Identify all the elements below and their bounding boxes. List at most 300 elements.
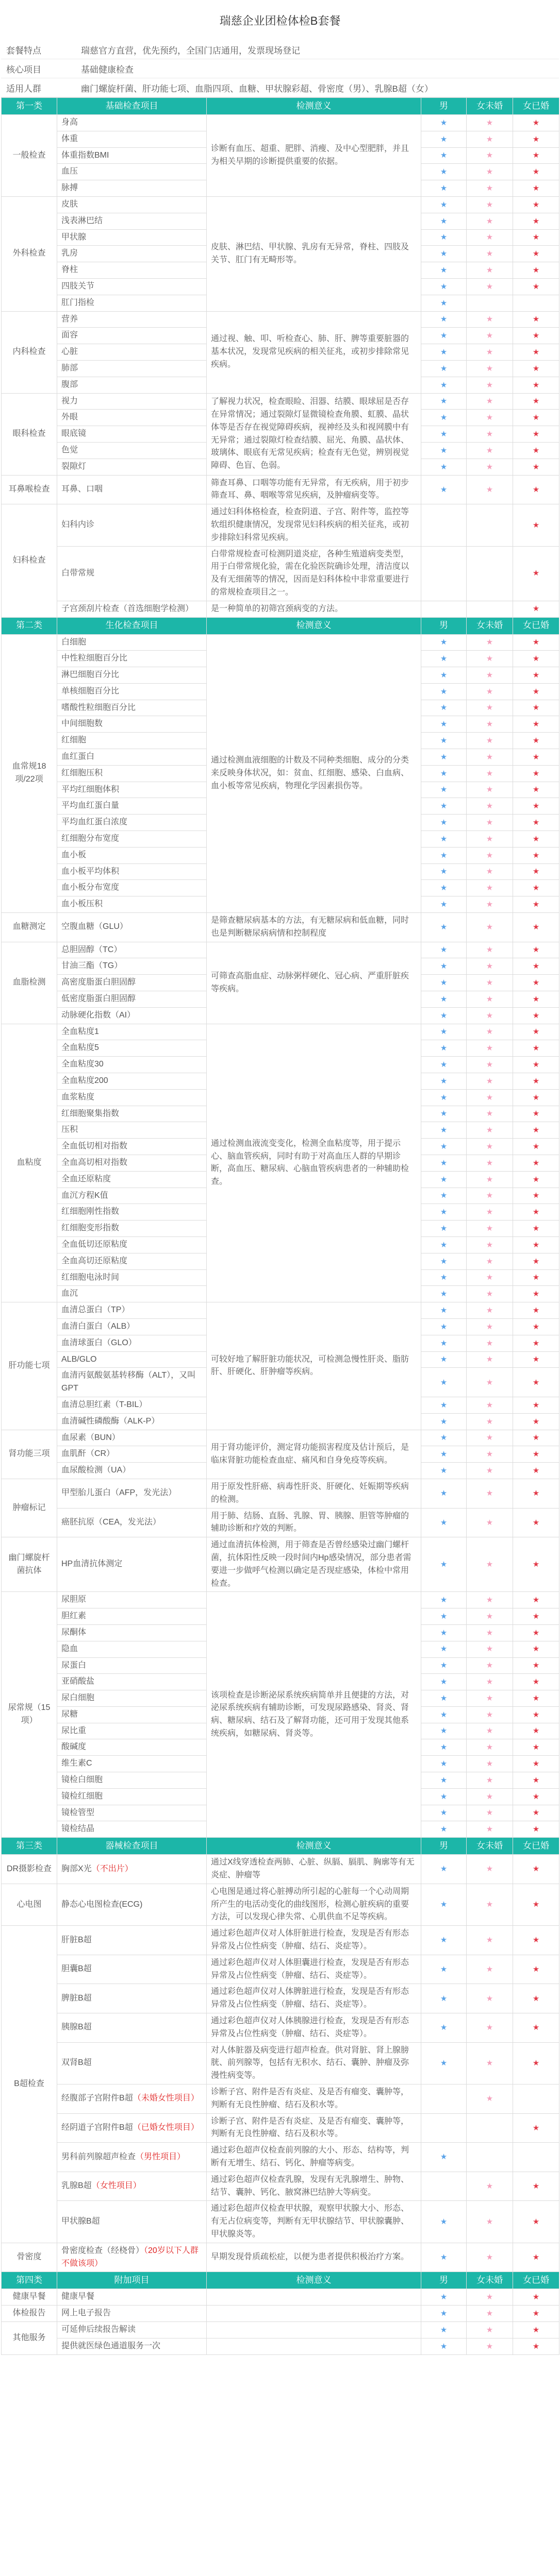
item-name-text: 血尿素（BUN） [61, 1433, 120, 1442]
female-unmarried-star: ★ [486, 216, 493, 226]
male-star-cell [421, 1236, 467, 1253]
male-star-cell [421, 733, 467, 749]
item-name [57, 733, 207, 749]
female-unmarried-star: ★ [486, 1142, 493, 1151]
female-married-star-cell [513, 2042, 559, 2084]
female-unmarried-star-cell [467, 1723, 513, 1739]
item-name-text: 全血还原粘度 [61, 1174, 111, 1183]
male-star-cell [421, 147, 467, 164]
section-header [2, 1838, 559, 1855]
female-unmarried-star: ★ [486, 1450, 493, 1459]
item-name [57, 975, 207, 991]
male-star-cell [421, 1537, 467, 1592]
female-unmarried-star-cell [467, 1984, 513, 2013]
female-married-star: ★ [532, 802, 540, 811]
female-married-star-cell [513, 1089, 559, 1106]
item-name [57, 1788, 207, 1805]
female-married-star-cell [513, 1592, 559, 1608]
table-row [2, 1984, 559, 2013]
female-married-star-cell [513, 798, 559, 815]
female-married-star-cell [513, 1537, 559, 1592]
male-star: ★ [440, 1109, 448, 1118]
item-name [57, 229, 207, 246]
item-name [57, 1674, 207, 1690]
item-name-text: 外眼 [61, 413, 78, 422]
category-cell: 妇科检查 [2, 504, 57, 617]
female-unmarried-star-cell [467, 991, 513, 1008]
category-cell: 其他服务 [2, 2321, 57, 2354]
female-unmarried-star-cell [467, 1073, 513, 1090]
item-name-text: 全血高切还原粘度 [61, 1256, 128, 1265]
item-note: （不出片） [91, 1864, 133, 1873]
male-star: ★ [440, 1560, 448, 1569]
male-star: ★ [440, 200, 448, 209]
female-unmarried-star: ★ [486, 1158, 493, 1167]
female-unmarried-star-cell [467, 147, 513, 164]
male-star: ★ [440, 1076, 448, 1086]
female-unmarried-star: ★ [486, 265, 493, 275]
male-star-cell [421, 1155, 467, 1172]
item-name-text: 全血高切相对指数 [61, 1158, 128, 1167]
item-name-text: 镜检红细胞 [61, 1791, 103, 1801]
female-unmarried-star: ★ [486, 2023, 493, 2032]
meaning-cell: 是筛查糖尿病基本的方法，有无糖尿病和低血糖，同时也是判断糖尿病病情和控制程度 [207, 913, 421, 942]
female-married-star-cell [513, 295, 559, 311]
male-star-cell [421, 1318, 467, 1335]
female-unmarried-star-cell [467, 896, 513, 913]
female-unmarried-star: ★ [486, 1994, 493, 2003]
female-married-star: ★ [532, 1433, 540, 1443]
item-name-text: 甲状腺 [61, 232, 87, 242]
female-unmarried-star-cell [467, 196, 513, 213]
female-married-star-cell [513, 749, 559, 766]
female-married-star-cell [513, 847, 559, 863]
item-name-text: 尿比重 [61, 1726, 87, 1735]
female-unmarried-star: ★ [486, 1378, 493, 1387]
category-cell: 肝功能七项 [2, 1302, 57, 1430]
table-row [2, 1430, 559, 1446]
female-unmarried-star-cell [467, 2243, 513, 2272]
male-star: ★ [440, 994, 448, 1004]
female-unmarried-star: ★ [486, 331, 493, 341]
female-married-star-cell [513, 1984, 559, 2013]
female-married-star-cell [513, 504, 559, 546]
meaning-cell: 通过彩色超声仪对人体胆囊进行检查，发现是否有形态异常及占位性病变（肿瘤、结石、炎症等）。 [207, 1955, 421, 1984]
male-star-cell [421, 975, 467, 991]
female-unmarried-star: ★ [486, 638, 493, 647]
category-cell: DR摄影检查 [2, 1855, 57, 1884]
female-married-star: ★ [532, 1865, 540, 1874]
female-unmarried-star: ★ [486, 1290, 493, 1299]
item-name-text: 乳房 [61, 249, 78, 258]
female-married-star: ★ [532, 1093, 540, 1102]
item-name [57, 1446, 207, 1463]
male-star: ★ [440, 1433, 448, 1443]
male-star-cell [421, 991, 467, 1008]
male-star: ★ [440, 1400, 448, 1410]
meaning-cell: 皮肤、淋巴结、甲状腺、乳房有无异常，脊柱、四肢及关节、肛门有无畸形等。 [207, 196, 421, 311]
female-married-star: ★ [532, 654, 540, 664]
male-star-cell [421, 2013, 467, 2043]
table-row [2, 1926, 559, 1955]
item-name [57, 1413, 207, 1430]
item-name [57, 1397, 207, 1413]
item-name [57, 700, 207, 716]
female-unmarried-star-cell [467, 442, 513, 459]
item-name-text: 低密度脂蛋白胆固醇 [61, 994, 136, 1004]
female-unmarried-star: ★ [486, 1044, 493, 1053]
female-unmarried-star-cell [467, 683, 513, 700]
item-name-text: 血红蛋白 [61, 752, 95, 761]
header-female-married: 女已婚 [513, 98, 559, 115]
meaning-cell: 诊断子宫、附件是否有炎症、及是否有瘤变、囊肿等，判断有无良性肿瘤、结石及积水等。 [207, 2084, 421, 2114]
female-married-star-cell [513, 782, 559, 798]
item-name-text: 高密度脂蛋白胆固醇 [61, 978, 136, 987]
male-star: ★ [440, 978, 448, 987]
item-name [57, 131, 207, 147]
male-star: ★ [440, 1306, 448, 1315]
male-star-cell [421, 504, 467, 546]
item-name-text: 中间细胞数 [61, 719, 103, 728]
item-name [57, 863, 207, 880]
female-married-star: ★ [532, 331, 540, 341]
female-unmarried-star: ★ [486, 1710, 493, 1719]
female-married-star: ★ [532, 462, 540, 471]
item-name-text: 尿糖 [61, 1709, 78, 1719]
male-star: ★ [440, 134, 448, 144]
table-row [2, 196, 559, 213]
female-married-star-cell [513, 1302, 559, 1319]
meaning-cell: 通过彩色超声仪对人体肝脏进行检查，发现是否有形态异常及占位性病变（肿瘤、结石、炎症等）。 [207, 1926, 421, 1955]
female-unmarried-star-cell [467, 213, 513, 229]
item-name-text: 脾脏B超 [61, 1993, 92, 2003]
category-cell: 血脂检测 [2, 942, 57, 1024]
item-name [57, 1335, 207, 1351]
female-unmarried-star-cell [467, 1335, 513, 1351]
female-married-star: ★ [532, 1645, 540, 1654]
meaning-cell: 用于肺、结肠、直肠、乳腺、胃、胰腺、胆管等肿瘤的辅助诊断和疗效的判断。 [207, 1508, 421, 1537]
female-married-star: ★ [532, 1936, 540, 1945]
female-married-star-cell [513, 442, 559, 459]
male-star-cell [421, 311, 467, 328]
item-name [57, 1657, 207, 1674]
female-married-star-cell [513, 1007, 559, 1024]
female-unmarried-star: ★ [486, 2217, 493, 2226]
female-married-star-cell [513, 1706, 559, 1723]
female-married-star: ★ [532, 1808, 540, 1818]
male-star-cell [421, 196, 467, 213]
item-name [57, 459, 207, 475]
female-unmarried-star: ★ [486, 485, 493, 494]
item-name-text: 白带常规 [61, 568, 95, 578]
item-prefix: 经腹部 [61, 2094, 87, 2103]
item-name-text: 体重 [61, 134, 78, 143]
item-name-text: 可延伸后续报告解读 [61, 2325, 136, 2334]
item-name-text: 尿白细胞 [61, 1693, 95, 1703]
female-unmarried-star-cell [467, 1139, 513, 1155]
item-note: （20岁以下人群不做该项） [61, 2246, 199, 2268]
female-unmarried-star-cell [467, 1089, 513, 1106]
item-name-text: 癌胚抗原（CEA，发光法） [61, 1517, 161, 1527]
header-meaning: 检测意义 [207, 2272, 421, 2289]
male-star: ★ [440, 670, 448, 680]
male-star: ★ [440, 1142, 448, 1151]
female-married-star: ★ [532, 1596, 540, 1605]
table-row [2, 2013, 559, 2043]
male-star: ★ [440, 785, 448, 794]
female-married-star: ★ [532, 752, 540, 761]
female-married-star-cell [513, 1739, 559, 1756]
item-prefix: 经阴道 [61, 2123, 87, 2132]
female-unmarried-star: ★ [486, 654, 493, 664]
female-married-star: ★ [532, 167, 540, 177]
male-star-cell [421, 426, 467, 443]
female-married-star-cell [513, 683, 559, 700]
female-unmarried-star-cell [467, 700, 513, 716]
item-name [57, 634, 207, 651]
female-married-star: ★ [532, 994, 540, 1004]
female-married-star: ★ [532, 1257, 540, 1266]
female-married-star-cell [513, 1674, 559, 1690]
male-star: ★ [440, 720, 448, 729]
female-unmarried-star-cell [467, 1253, 513, 1269]
female-unmarried-star: ★ [486, 1011, 493, 1020]
male-star: ★ [440, 1743, 448, 1752]
item-name [57, 164, 207, 180]
female-married-star: ★ [532, 670, 540, 680]
table-row [2, 311, 559, 328]
table-row [2, 2113, 559, 2143]
female-married-star: ★ [532, 282, 540, 291]
item-name [57, 1007, 207, 1024]
female-married-star-cell [513, 1788, 559, 1805]
female-unmarried-star-cell [467, 2306, 513, 2322]
female-married-star-cell [513, 1221, 559, 1237]
meaning-cell: 通过检测血液流变变化，检测全血粘度等，用于提示心、脑血管疾病，同时有助于对高血压人群的早期诊断，高血压、糖尿病、心脑血管疾病患者的一种辅助检查。 [207, 1024, 421, 1302]
item-name [57, 1537, 207, 1592]
header-male: 男 [421, 2272, 467, 2289]
female-unmarried-star: ★ [486, 1306, 493, 1315]
meaning-cell: 通过血清抗体检测，用于筛查是否曾经感染过幽门螺杆菌，抗体阳性反映一段时间内Hp感染情况，部分患者需要进一步做呼气检测以确定是否现症感染，体检中常用检查。 [207, 1537, 421, 1592]
item-name [57, 1286, 207, 1302]
male-star-cell [421, 344, 467, 361]
female-unmarried-star: ★ [486, 1865, 493, 1874]
male-star-cell [421, 1204, 467, 1221]
male-star: ★ [440, 1466, 448, 1475]
male-star: ★ [440, 1273, 448, 1282]
female-unmarried-star: ★ [486, 1027, 493, 1037]
female-married-star: ★ [532, 1109, 540, 1118]
female-married-star: ★ [532, 1191, 540, 1200]
male-star: ★ [440, 1710, 448, 1719]
female-unmarried-star: ★ [486, 1808, 493, 1818]
item-name-text: 嗜酸性粒细胞百分比 [61, 703, 136, 712]
male-star: ★ [440, 851, 448, 860]
female-married-star: ★ [532, 2309, 540, 2318]
female-married-star-cell [513, 344, 559, 361]
female-unmarried-star-cell [467, 1221, 513, 1237]
male-star-cell [421, 765, 467, 782]
header-female-unmarried: 女未婚 [467, 1838, 513, 1855]
item-name-text: 全血粘度5 [61, 1043, 99, 1053]
female-unmarried-star-cell [467, 1040, 513, 1057]
female-unmarried-star: ★ [486, 802, 493, 811]
female-married-star: ★ [532, 397, 540, 406]
female-unmarried-star: ★ [486, 900, 493, 909]
female-unmarried-star-cell [467, 1368, 513, 1397]
meaning-cell: 早期发现骨质疏松症，以便为患者提供积极治疗方案。 [207, 2243, 421, 2272]
female-unmarried-star-cell [467, 1926, 513, 1955]
female-unmarried-star: ★ [486, 978, 493, 987]
male-star-cell [421, 1739, 467, 1756]
female-unmarried-star-cell [467, 2321, 513, 2338]
table-row [2, 2289, 559, 2306]
female-unmarried-star: ★ [486, 2342, 493, 2351]
female-unmarried-star: ★ [486, 2059, 493, 2068]
female-unmarried-star-cell [467, 1122, 513, 1139]
male-star: ★ [440, 1693, 448, 1703]
item-name-text: 红细胞压积 [61, 768, 103, 777]
female-unmarried-star: ★ [486, 1743, 493, 1752]
female-married-star-cell [513, 765, 559, 782]
male-star-cell [421, 1624, 467, 1641]
female-unmarried-star-cell [467, 1884, 513, 1925]
female-married-star: ★ [532, 364, 540, 373]
male-star: ★ [440, 2217, 448, 2226]
female-unmarried-star-cell [467, 1463, 513, 1479]
male-star: ★ [440, 1628, 448, 1637]
item-name-text: 血小板压积 [61, 900, 103, 909]
item-name-text: 色觉 [61, 445, 78, 454]
item-name [57, 1204, 207, 1221]
meaning-cell: 通过检测血液细胞的计数及不同种类细胞、成分的分类来反映身体状况，如：贫血、红细胞、感染、白血病、血小板等常见疾病，物理化学因素损伤等。 [207, 634, 421, 913]
male-star-cell [421, 115, 467, 131]
female-unmarried-star-cell [467, 229, 513, 246]
meaning-cell: 通过彩色超声仪对人体胰腺进行检查，发现是否有形态异常及占位性病变（肿瘤、结石、炎症等）。 [207, 2013, 421, 2043]
female-married-star: ★ [532, 1489, 540, 1498]
female-unmarried-star: ★ [486, 380, 493, 389]
male-star-cell [421, 1955, 467, 1984]
item-name-text: 血清碱性磷酸酶（ALK-P） [61, 1416, 160, 1426]
item-name-text: 红细胞变形指数 [61, 1224, 120, 1233]
table-row [2, 942, 559, 958]
item-name [57, 1706, 207, 1723]
female-unmarried-star-cell [467, 1641, 513, 1657]
female-unmarried-star-cell [467, 1351, 513, 1368]
female-unmarried-star-cell [467, 426, 513, 443]
female-unmarried-star-cell [467, 393, 513, 410]
female-unmarried-star: ★ [486, 1433, 493, 1443]
item-name [57, 1756, 207, 1772]
meaning-cell: 通过彩色超声仪检查前列腺的大小、形态、结构等，判断有无增生、结石、钙化、肿瘤等病变。 [207, 2143, 421, 2172]
female-married-star-cell [513, 1253, 559, 1269]
male-star: ★ [440, 1290, 448, 1299]
female-married-star-cell [513, 229, 559, 246]
male-star-cell [421, 1368, 467, 1397]
female-unmarried-star: ★ [486, 1208, 493, 1217]
item-name [57, 504, 207, 546]
female-married-star-cell [513, 1657, 559, 1674]
female-unmarried-star-cell [467, 1805, 513, 1821]
male-star-cell [421, 667, 467, 684]
item-name-text: 网上电子报告 [61, 2309, 111, 2318]
female-unmarried-star: ★ [486, 1759, 493, 1769]
male-star-cell [421, 651, 467, 667]
male-star: ★ [440, 1596, 448, 1605]
section-label: 第四类 [2, 2272, 57, 2289]
female-unmarried-star-cell [467, 246, 513, 262]
item-name [57, 798, 207, 815]
female-unmarried-star: ★ [486, 1726, 493, 1736]
male-star-cell [421, 1446, 467, 1463]
info-value: 幽门螺旋杆菌、肝功能七项、血脂四项、血糖、甲状腺彩超、骨密度（男）、乳腺B超（女） [81, 83, 433, 94]
item-name [57, 1221, 207, 1237]
item-name-text: 肝脏B超 [61, 1935, 92, 1944]
female-unmarried-star-cell [467, 1772, 513, 1789]
male-star: ★ [440, 151, 448, 160]
table-row [2, 475, 559, 504]
item-name-text: 隐血 [61, 1644, 78, 1653]
item-name [57, 426, 207, 443]
female-married-star-cell [513, 1624, 559, 1641]
item-name [57, 1884, 207, 1925]
male-star: ★ [440, 1489, 448, 1498]
female-married-star-cell [513, 1024, 559, 1040]
male-star: ★ [440, 884, 448, 893]
table-row [2, 393, 559, 410]
female-unmarried-star-cell [467, 2042, 513, 2084]
male-star-cell [421, 1171, 467, 1188]
male-star: ★ [440, 1450, 448, 1459]
header-male: 男 [421, 617, 467, 634]
female-unmarried-star-cell [467, 667, 513, 684]
female-unmarried-star-cell [467, 975, 513, 991]
category-cell: 骨密度 [2, 2243, 57, 2272]
male-star-cell [421, 546, 467, 601]
item-name-text: 耳鼻、口咽 [61, 484, 103, 494]
item-name-text: 男科前列腺超声检查 [61, 2152, 136, 2161]
item-name [57, 2084, 207, 2114]
female-unmarried-star: ★ [486, 1224, 493, 1233]
female-married-star-cell [513, 601, 559, 617]
female-married-star-cell [513, 1286, 559, 1302]
female-unmarried-star: ★ [486, 1518, 493, 1527]
meaning-cell: 诊断子宫、附件是否有炎症、及是否有瘤变、囊肿等，判断有无良性肿瘤、结石及积水等。 [207, 2113, 421, 2143]
female-married-star: ★ [532, 1560, 540, 1569]
female-married-star: ★ [532, 1994, 540, 2003]
female-married-star-cell [513, 958, 559, 975]
male-star: ★ [440, 923, 448, 932]
female-unmarried-star: ★ [486, 347, 493, 357]
female-unmarried-star: ★ [486, 1965, 493, 1974]
female-unmarried-star: ★ [486, 1596, 493, 1605]
female-unmarried-star: ★ [486, 720, 493, 729]
item-name-text: 骨密度检查（经桡骨） [61, 2246, 144, 2255]
male-star: ★ [440, 282, 448, 291]
item-name [57, 782, 207, 798]
female-married-star-cell [513, 1855, 559, 1884]
table-row [2, 1592, 559, 1608]
female-unmarried-star-cell [467, 2084, 513, 2114]
female-married-star: ★ [532, 1792, 540, 1801]
male-star-cell [421, 1089, 467, 1106]
female-married-star-cell [513, 475, 559, 504]
item-name [57, 246, 207, 262]
female-unmarried-star-cell [467, 1171, 513, 1188]
item-note: （男性项目） [136, 2152, 186, 2161]
female-unmarried-star: ★ [486, 1900, 493, 1909]
item-name-text: 体重指数BMI [61, 150, 109, 160]
